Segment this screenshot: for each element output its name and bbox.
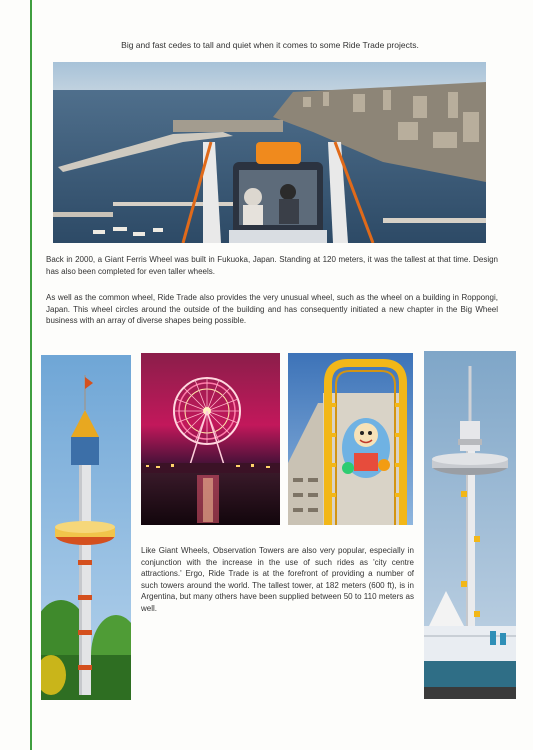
margin-rule xyxy=(30,0,32,750)
paragraph-ferris-wheel: Back in 2000, a Giant Ferris Wheel was built in Fukuoka, Japan. Standing at 120 meters, it was the tallest at that time. Design has also been completed for even taller wheels. xyxy=(46,255,498,276)
observation-tower-photo-left xyxy=(41,355,131,700)
aerial-gondola-photo xyxy=(53,62,486,243)
page-heading: Big and fast cedes to tall and quiet when it comes to some Ride Trade projects. xyxy=(121,40,419,50)
night-ferris-wheel-photo xyxy=(141,353,280,525)
paragraph-observation-towers: Like Giant Wheels, Observation Towers are also very popular, especially in conjunction with the increase in the use of such rides as 'city centre attractions.' Ergo, Ride Trade is at the forefront of providing a number of such towers around the world. The tallest tower, at 182 meters (600 ft), is in Argentina, but many others have been supplied between 50 to 110 meters as well. xyxy=(141,546,414,613)
building-wheel-photo xyxy=(288,353,413,525)
observation-tower-photo-right xyxy=(424,351,516,699)
paragraph-unusual-wheel: As well as the common wheel, Ride Trade also provides the very unusual wheel, such as the wheel on a building in Roppongi, Japan. This wheel circles around the outside of the building and has consequently initiated a new chapter in the Big Wheel business with an array of diverse shapes being possible. xyxy=(46,293,498,325)
